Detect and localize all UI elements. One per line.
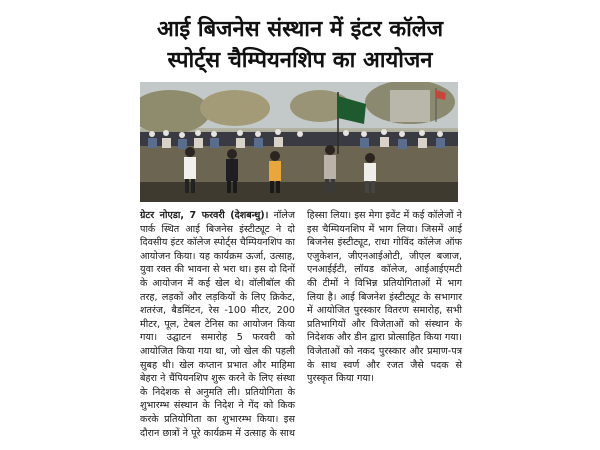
article-body	[140, 209, 462, 445]
headline-line-1: आई बिजनेस संस्थान में इंटर कॉलेज	[156, 17, 444, 42]
news-photo	[140, 82, 458, 202]
article-paragraph: नॉलेज पार्क स्थित आई बिजनेस इंस्टीट्यूट ने दो दिवसीय इंटर कॉलेज स्पोर्ट्स चैम्पियनशिप का आयोजन किया। यह कार्यक्रम ऊर्जा, उत्साह, युवा रक्त की भावना से भरा था। इस दो दिनों के आयोजन में कई खेल थे। वॉलीबॉल की तरह, लड़कों और लड़कियों के लिए क्रिकेट, शतरंज, बैडमिंटन, रेस -100 मीटर, 200 मीटर, पूल, टेबल टेनिस का आयोजन किया गया। उद्घाटन समारोह 5 फरवरी को आयोजित किया गया था, जो खेल की पहली सुबह थी। खेल कप्तान प्रभात और माहिमा बेहरा ने चैंपियनशिप शुरू करने के लिए संस्था के निदेशक से अनुमति ली। प्रतियोगिता के शुभारम्भ संस्थान के निदेश ने गेंद को किक करके प्रतियोगिता का शुभारम्भ किया। इस दौरान छात्रों ने पूरे कार्यक्रम में उत्साह के साथ हिस्सा लिया। इस मेगा इवेंट में कई कॉलेजों ने इस चैम्पियनशिप में भाग लिया। जिसमें आई बिजनेस इंस्टीट्यूट, राधा गोविंद कॉलेज ऑफ एजुकेशन, जीएनआईओटी, जीएल बजाज, एनआईईटी, लॉयड कॉलेज, आईआईएमटी की टीमों ने विभिन्न प्रतियोगिताओं में भाग लिया है। आई बिजनेश इंस्टीट्यूट के सभागार में आयोजित पुरस्कार वितरण समारोह, सभी प्रतिभागियों और विजेताओं को संस्थान के निदेशक और डीन द्वारा प्रोत्साहित किया गया। विजेताओं को नकद पुरस्कार और प्रमाण-पत्र के साथ स्वर्ण और रजत जैसे पदक से पुरस्कृत किया गया।	[140, 210, 462, 439]
dateline: ग्रेटर नोएडा, 7 फरवरी (देशबन्धु)।	[140, 210, 269, 221]
headline	[0, 14, 600, 76]
article-text	[140, 209, 462, 445]
headline-line-2: स्पोर्ट्स चैम्पियनशिप का आयोजन	[167, 48, 433, 73]
